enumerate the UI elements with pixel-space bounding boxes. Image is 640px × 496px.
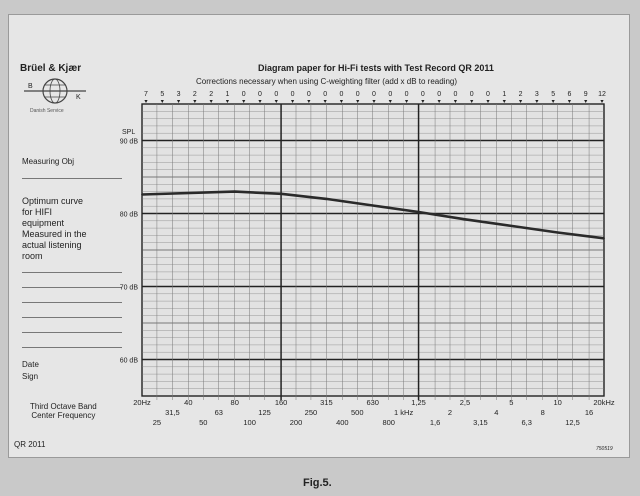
curve-point — [372, 205, 374, 207]
x-tick-label: 1,6 — [429, 418, 441, 427]
y-tick-label: 60 dB — [119, 357, 138, 365]
correction-value: 2 — [518, 91, 523, 98]
x-tick-label: 160 — [274, 398, 288, 407]
curve-point — [234, 191, 236, 193]
y-tick-label: 80 dB — [119, 211, 138, 219]
optimum-line: actual listening — [22, 240, 82, 250]
x-tick-label: 100 — [243, 418, 256, 427]
correction-arrow-icon — [405, 100, 408, 103]
x-tick-label: 63 — [214, 408, 223, 417]
correction-arrow-icon — [324, 100, 327, 103]
logo-letter-b: B — [28, 83, 33, 90]
correction-value: 0 — [404, 91, 409, 98]
correction-arrow-icon — [177, 100, 180, 103]
x-tick-label: 31,5 — [165, 408, 180, 417]
correction-value: 0 — [388, 91, 393, 98]
page-subtitle: Corrections necessary when using C-weighting filter (add x dB to reading) — [196, 77, 458, 86]
correction-value: 5 — [160, 91, 165, 98]
brand-name: Brüel & Kjær — [20, 63, 82, 74]
curve-point — [325, 198, 327, 200]
correction-arrow-icon — [454, 100, 457, 103]
correction-arrow-icon — [486, 100, 489, 103]
correction-value: 0 — [306, 91, 311, 98]
correction-value: 0 — [323, 91, 328, 98]
optimum-line: Optimum curve — [22, 196, 84, 206]
correction-value: 0 — [453, 91, 458, 98]
x-tick-label: 2 — [447, 408, 453, 417]
serial-code: 750519 — [596, 446, 613, 452]
correction-value: 7 — [144, 91, 148, 98]
correction-arrow-icon — [519, 100, 522, 103]
correction-value: 0 — [290, 91, 295, 98]
x-tick-label: 20Hz — [133, 398, 151, 407]
optimum-line: equipment — [22, 218, 65, 228]
correction-arrow-icon — [503, 100, 506, 103]
correction-arrow-icon — [535, 100, 538, 103]
optimum-line: Measured in the — [22, 229, 87, 239]
correction-arrow-icon — [389, 100, 392, 103]
correction-arrow-icon — [226, 100, 229, 103]
correction-arrow-icon — [356, 100, 359, 103]
correction-value: 6 — [567, 91, 572, 98]
x-tick-label: 315 — [320, 398, 333, 407]
correction-value: 0 — [355, 91, 360, 98]
correction-arrow-icon — [193, 100, 196, 103]
correction-value: 0 — [486, 91, 490, 98]
x-tick-label: 50 — [199, 418, 208, 427]
correction-arrow-icon — [210, 100, 213, 103]
correction-arrow-icon — [291, 100, 294, 103]
date-label: Date — [22, 360, 39, 369]
x-tick-label: 250 — [304, 408, 318, 417]
correction-arrow-icon — [144, 100, 147, 103]
x-tick-label: 16 — [584, 408, 594, 417]
x-tick-label: 1 kHz — [394, 408, 414, 417]
x-tick-label: 80 — [230, 398, 239, 407]
correction-arrow-icon — [372, 100, 375, 103]
y-tick-label: 70 dB — [119, 284, 138, 292]
curve-point — [557, 232, 559, 234]
correction-arrow-icon — [552, 100, 555, 103]
x-tick-label: 4 — [494, 408, 499, 417]
correction-value: 1 — [502, 91, 507, 98]
correction-arrow-icon — [307, 100, 310, 103]
spl-label: SPL — [122, 129, 136, 136]
correction-value: 0 — [258, 91, 262, 98]
logo-letter-k: K — [76, 94, 81, 101]
x-tick-label: 1,25 — [411, 398, 426, 407]
correction-value: 0 — [372, 91, 376, 98]
optimum-line: room — [22, 251, 43, 261]
correction-value: 0 — [339, 91, 344, 98]
correction-arrow-icon — [258, 100, 261, 103]
correction-arrow-icon — [340, 100, 343, 103]
correction-value: 1 — [225, 91, 230, 98]
curve-point — [141, 194, 143, 196]
correction-value: 0 — [469, 91, 474, 98]
correction-value: 0 — [241, 91, 246, 98]
x-tick-label: 5 — [509, 398, 514, 407]
band-label-line: Center Frequency — [31, 411, 96, 420]
page-title: Diagram paper for Hi-Fi tests with Test Record QR 2011 — [258, 63, 494, 73]
x-tick-label: 8 — [540, 408, 545, 417]
measuring-obj-label: Measuring Obj — [22, 157, 75, 166]
y-tick-label: 90 dB — [119, 138, 138, 146]
correction-arrow-icon — [275, 100, 278, 103]
curve-point — [280, 193, 282, 195]
x-tick-label: 20kHz — [593, 398, 615, 407]
sign-label: Sign — [22, 372, 39, 381]
correction-arrow-icon — [438, 100, 441, 103]
brand-tagline: Danish Service — [30, 108, 64, 114]
curve-point — [510, 225, 512, 227]
correction-value: 5 — [551, 91, 556, 98]
correction-arrow-icon — [584, 100, 587, 103]
band-label-line: Third Octave Band — [30, 402, 97, 411]
curve-point — [603, 237, 605, 239]
correction-arrow-icon — [161, 100, 164, 103]
x-tick-label: 500 — [351, 408, 364, 417]
x-tick-label: 400 — [336, 418, 349, 427]
correction-value: 12 — [598, 91, 606, 98]
x-tick-label: 800 — [382, 418, 395, 427]
correction-arrow-icon — [242, 100, 245, 103]
correction-value: 0 — [437, 91, 442, 98]
correction-value: 0 — [274, 91, 279, 98]
correction-value: 3 — [534, 91, 539, 98]
x-tick-label: 200 — [289, 418, 303, 427]
correction-arrow-icon — [568, 100, 571, 103]
optimum-line: for HIFI — [22, 207, 53, 217]
correction-value: 2 — [192, 91, 197, 98]
correction-arrow-icon — [421, 100, 424, 103]
x-tick-label: 630 — [366, 398, 379, 407]
x-tick-label: 40 — [184, 398, 193, 407]
form-code: QR 2011 — [14, 440, 46, 449]
x-tick-label: 6,3 — [521, 418, 532, 427]
correction-value: 0 — [420, 91, 425, 98]
curve-point — [418, 211, 420, 213]
x-tick-label: 12,5 — [565, 418, 580, 427]
x-tick-label: 3,15 — [473, 418, 488, 427]
correction-value: 9 — [583, 91, 588, 98]
x-tick-label: 2,5 — [459, 398, 471, 407]
correction-arrow-icon — [470, 100, 473, 103]
x-tick-label: 10 — [553, 398, 562, 407]
correction-arrow-icon — [600, 100, 603, 103]
x-tick-label: 125 — [258, 408, 271, 417]
figure-caption: Fig.5. — [303, 477, 332, 489]
correction-value: 3 — [176, 91, 181, 98]
correction-value: 2 — [209, 91, 214, 98]
x-tick-label: 25 — [152, 418, 162, 427]
curve-point — [464, 218, 466, 220]
